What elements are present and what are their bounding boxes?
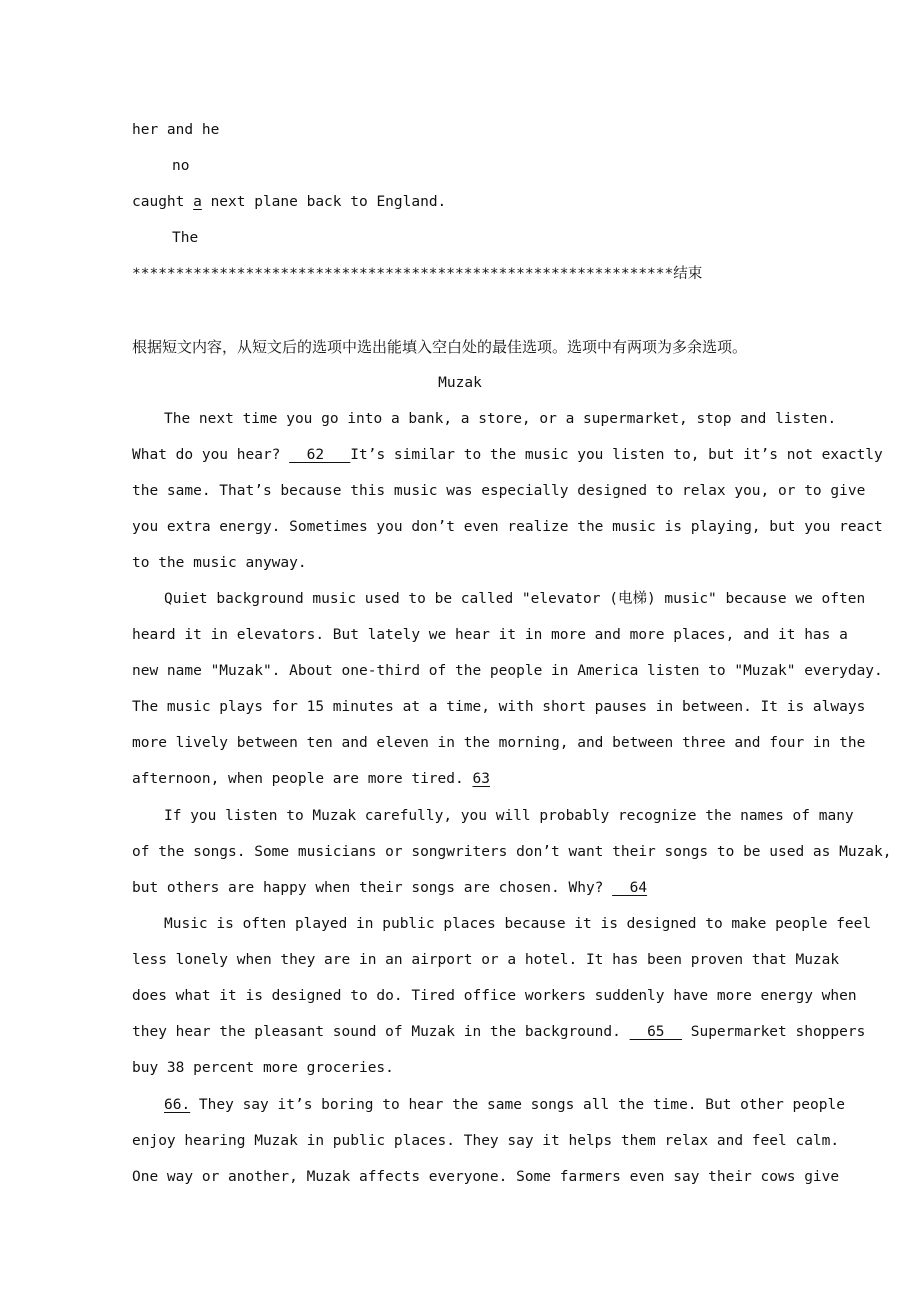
p4-line-4-pre: they hear the pleasant sound of Muzak in the background. xyxy=(132,1024,630,1040)
blank-63[interactable]: 63 xyxy=(472,771,490,787)
passage-title: Muzak xyxy=(438,375,482,391)
p2-line-6-pre: afternoon, when people are more tired. xyxy=(132,771,473,787)
blank-64[interactable]: 64 xyxy=(612,880,648,896)
p4-line-4 xyxy=(132,1022,866,1042)
p1-line-3: the same. That’s because this music was especially designed to relax you, or to give xyxy=(132,483,866,499)
p2-line-1: Quiet background music used to be called "elevator (电梯) music" because we often xyxy=(164,591,866,607)
blank-65[interactable]: 65 xyxy=(629,1024,682,1040)
p1-line-1: The next time you go into a bank, a store, or a supermarket, stop and listen. xyxy=(164,411,837,427)
p2-line-5: more lively between ten and eleven in the morning, and between three and four in the xyxy=(132,735,866,751)
p1-line-2 xyxy=(132,445,883,465)
p1-line-4: you extra energy. Sometimes you don’t even realize the music is playing, but you react xyxy=(132,519,883,535)
p4-line-4-post: Supermarket shoppers xyxy=(682,1024,866,1040)
p2-line-3: new name "Muzak". About one-third of the people in America listen to "Muzak" everyday. xyxy=(132,663,883,679)
p5-line-1-post: They say it’s boring to hear the same songs all the time. But other people xyxy=(190,1097,845,1113)
blank-66[interactable]: 66. xyxy=(164,1097,191,1113)
section-instructions: 根据短文内容，从短文后的选项中选出能填入空白处的最佳选项。选项中有两项为多余选项。 xyxy=(132,338,748,356)
p3-line-3-pre: but others are happy when their songs are chosen. Why? xyxy=(132,880,613,896)
fragment-line-4: The xyxy=(172,230,199,246)
fragment-line-2: no xyxy=(172,158,190,174)
p3-line-1: If you listen to Muzak carefully, you will probably recognize the names of many xyxy=(164,808,854,824)
fragment-line-3-post: next plane back to England. xyxy=(201,194,447,210)
fragment-line-3-pre: caught xyxy=(132,194,194,210)
p1-line-5: to the music anyway. xyxy=(132,555,307,571)
p3-line-2: of the songs. Some musicians or songwriters don’t want their songs to be used as Muzak, xyxy=(132,844,892,860)
fragment-line-3 xyxy=(132,192,792,212)
end-marker: **************************************************************结束 xyxy=(132,266,703,282)
p2-line-6 xyxy=(132,769,792,789)
p1-line-2-pre: What do you hear? xyxy=(132,447,290,463)
p5-line-1 xyxy=(164,1095,845,1115)
p5-line-3: One way or another, Muzak affects everyone. Some farmers even say their cows give xyxy=(132,1169,840,1185)
p4-line-5: buy 38 percent more groceries. xyxy=(132,1060,394,1076)
p4-line-1: Music is often played in public places because it is designed to make people feel xyxy=(164,916,872,932)
p2-line-4: The music plays for 15 minutes at a time, with short pauses in between. It is always xyxy=(132,699,866,715)
p4-line-2: less lonely when they are in an airport or a hotel. It has been proven that Muzak xyxy=(132,952,840,968)
fragment-line-1: her and he xyxy=(132,122,220,138)
fragment-line-3-article: a xyxy=(193,194,202,210)
p4-line-3: does what it is designed to do. Tired office workers suddenly have more energy when xyxy=(132,988,857,1004)
p2-line-2: heard it in elevators. But lately we hear it in more and more places, and it has a xyxy=(132,627,848,643)
p5-line-2: enjoy hearing Muzak in public places. They say it helps them relax and feel calm. xyxy=(132,1133,840,1149)
p3-line-3 xyxy=(132,878,792,898)
p1-line-2-post: It’s similar to the music you listen to, but it’s not exactly xyxy=(350,447,883,463)
blank-62[interactable]: 62 xyxy=(289,447,351,463)
